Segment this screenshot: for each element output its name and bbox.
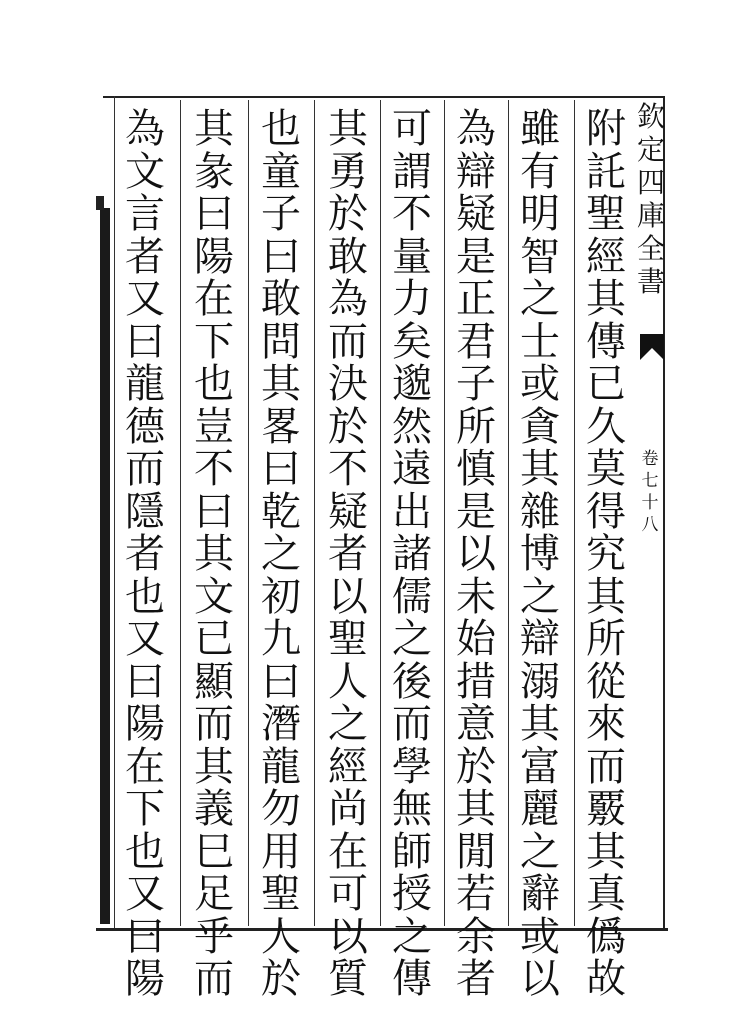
text-char: 未: [456, 573, 496, 620]
text-char: 託: [586, 148, 626, 195]
text-char: 若: [456, 871, 496, 917]
text-char: 不: [328, 446, 368, 492]
text-char: 所: [586, 616, 626, 662]
frame-left-border: [100, 208, 110, 924]
text-char: 授: [392, 871, 432, 917]
text-char: 其: [194, 106, 234, 152]
column-rule: [380, 100, 381, 926]
text-char: 為: [456, 106, 496, 152]
text-char: 而: [194, 956, 234, 1002]
text-char: 其: [520, 446, 560, 492]
text-char: 文: [125, 148, 165, 195]
text-char: 之: [520, 828, 560, 875]
text-char: 童: [261, 148, 301, 195]
text-char: 質: [328, 956, 368, 1002]
text-char: 雖: [520, 106, 560, 152]
text-char: 勿: [261, 786, 301, 832]
text-char: 真: [586, 871, 626, 917]
margin-mark: [96, 196, 104, 210]
text-char: 曰: [125, 913, 165, 960]
text-char: 者: [456, 956, 496, 1002]
text-column: [451, 106, 501, 1002]
text-char: 問: [261, 318, 301, 365]
text-char: 曰: [194, 191, 234, 237]
text-char: 於: [456, 743, 496, 790]
text-char: 巳: [194, 828, 234, 875]
text-char: 尚: [328, 786, 368, 832]
text-char: 貪: [520, 403, 560, 450]
text-char: 慎: [456, 446, 496, 492]
text-char: 來: [586, 701, 626, 747]
text-char: 陽: [125, 701, 165, 747]
text-char: 從: [586, 658, 626, 705]
text-char: 意: [456, 701, 496, 747]
text-char: 之: [392, 913, 432, 960]
text-char: 曰: [261, 233, 301, 280]
text-char: 曰: [261, 658, 301, 705]
text-char: 覈: [586, 786, 626, 832]
text-char: 學: [392, 743, 432, 790]
text-char: 是: [456, 233, 496, 280]
text-char: 子: [456, 361, 496, 407]
text-char: 其: [194, 743, 234, 790]
text-char: 下: [125, 786, 165, 832]
text-char: 其: [586, 573, 626, 620]
text-char: 德: [125, 403, 165, 450]
text-char: 之: [392, 616, 432, 662]
text-char: 乎: [194, 913, 234, 960]
text-char: 言: [125, 191, 165, 237]
text-char: 畧: [261, 403, 301, 450]
text-char: 其: [328, 106, 368, 152]
text-char: 究: [586, 531, 626, 577]
text-char: 人: [261, 913, 301, 960]
text-char: 所: [456, 403, 496, 450]
text-char: 彖: [194, 148, 234, 195]
text-char: 其: [586, 276, 626, 322]
text-char: 於: [328, 191, 368, 237]
text-column: [581, 106, 631, 1002]
text-char: 者: [328, 531, 368, 577]
text-char: 陽: [125, 956, 165, 1002]
text-char: 曰: [125, 658, 165, 705]
text-char: 龍: [261, 743, 301, 790]
text-char: 為: [125, 106, 165, 152]
text-char: 疑: [328, 488, 368, 535]
text-char: 智: [520, 233, 560, 280]
column-rule: [444, 100, 445, 926]
column-rule: [180, 100, 181, 926]
text-char: 君: [456, 318, 496, 365]
text-char: 辯: [456, 148, 496, 195]
text-char: 儒: [392, 573, 432, 620]
text-char: 又: [125, 276, 165, 322]
text-char: 九: [261, 616, 301, 662]
text-char: 或: [520, 913, 560, 960]
text-char: 無: [392, 786, 432, 832]
column-rule: [508, 100, 509, 926]
volume-char: 七: [641, 471, 659, 491]
text-char: 陽: [194, 233, 234, 280]
text-char: 或: [520, 361, 560, 407]
text-column: [323, 106, 373, 1002]
text-char: 疑: [456, 191, 496, 237]
banner-char: 書: [636, 265, 665, 298]
text-char: 傳: [586, 318, 626, 365]
text-char: 可: [392, 106, 432, 152]
text-char: 子: [261, 191, 301, 237]
text-char: 聖: [586, 191, 626, 237]
text-char: 而: [586, 743, 626, 790]
text-char: 而: [125, 446, 165, 492]
text-char: 之: [520, 573, 560, 620]
text-char: 在: [125, 743, 165, 790]
text-char: 溺: [520, 658, 560, 705]
text-char: 僞: [586, 913, 626, 960]
text-char: 敢: [328, 233, 368, 280]
text-char: 可: [328, 871, 368, 917]
volume-char: 卷: [641, 449, 659, 469]
text-char: 之: [328, 701, 368, 747]
text-char: 用: [261, 828, 301, 875]
text-column: [256, 106, 306, 1002]
text-char: 義: [194, 786, 234, 832]
banner-char: 欽: [636, 100, 665, 133]
text-char: 而: [194, 701, 234, 747]
text-char: 其: [194, 531, 234, 577]
text-char: 乾: [261, 488, 301, 535]
text-column: [515, 106, 565, 1002]
text-char: 其: [586, 828, 626, 875]
text-char: 初: [261, 573, 301, 620]
text-char: 於: [261, 956, 301, 1002]
text-char: 久: [586, 403, 626, 450]
text-char: 曰: [261, 446, 301, 492]
text-char: 余: [456, 913, 496, 960]
text-char: 士: [520, 318, 560, 365]
text-char: 是: [456, 488, 496, 535]
column-rule: [574, 100, 575, 926]
column-rule: [248, 100, 249, 926]
text-char: 故: [586, 956, 626, 1002]
text-char: 諸: [392, 531, 432, 577]
text-char: 曰: [125, 318, 165, 365]
text-char: 在: [328, 828, 368, 875]
column-rule: [314, 100, 315, 926]
text-char: 不: [194, 446, 234, 492]
volume-char: 八: [641, 515, 659, 535]
banner-char: 四: [636, 166, 665, 199]
text-char: 經: [586, 233, 626, 280]
text-char: 而: [328, 318, 368, 365]
text-char: 力: [392, 276, 432, 322]
text-char: 以: [328, 573, 368, 620]
text-char: 於: [328, 403, 368, 450]
text-char: 在: [194, 276, 234, 322]
text-char: 豈: [194, 403, 234, 450]
text-char: 出: [392, 488, 432, 535]
text-char: 龍: [125, 361, 165, 407]
text-char: 之: [261, 531, 301, 577]
text-char: 不: [392, 191, 432, 237]
text-char: 富: [520, 743, 560, 790]
text-char: 隱: [125, 488, 165, 535]
text-char: 又: [125, 871, 165, 917]
text-char: 也: [125, 573, 165, 620]
text-char: 為: [328, 276, 368, 322]
text-char: 潛: [261, 701, 301, 747]
text-char: 也: [261, 106, 301, 152]
text-char: 足: [194, 871, 234, 917]
text-char: 其: [520, 701, 560, 747]
text-char: 後: [392, 658, 432, 705]
text-char: 邈: [392, 361, 432, 407]
fish-tail-mark-icon: [640, 334, 664, 360]
banner-char: 定: [636, 133, 665, 166]
text-char: 麗: [520, 786, 560, 832]
text-char: 者: [125, 531, 165, 577]
text-char: 其: [261, 361, 301, 407]
text-char: 以: [456, 531, 496, 577]
text-char: 其: [456, 786, 496, 832]
text-char: 附: [586, 106, 626, 152]
book-title-banner: [636, 100, 666, 360]
text-char: 之: [520, 276, 560, 322]
text-char: 矣: [392, 318, 432, 365]
frame-top-border: [103, 96, 663, 98]
text-char: 而: [392, 701, 432, 747]
text-char: 勇: [328, 148, 368, 195]
text-char: 者: [125, 233, 165, 280]
text-char: 顯: [194, 658, 234, 705]
text-char: 師: [392, 828, 432, 875]
volume-label: [638, 448, 662, 536]
text-char: 始: [456, 616, 496, 662]
text-char: 經: [328, 743, 368, 790]
text-char: 又: [125, 616, 165, 662]
text-char: 閒: [456, 828, 496, 875]
text-char: 莫: [586, 446, 626, 492]
text-char: 雜: [520, 488, 560, 535]
text-char: 辭: [520, 871, 560, 917]
text-char: 人: [328, 658, 368, 705]
text-char: 博: [520, 531, 560, 577]
text-char: 措: [456, 658, 496, 705]
text-char: 文: [194, 573, 234, 620]
text-char: 也: [125, 828, 165, 875]
text-char: 辯: [520, 616, 560, 662]
text-char: 已: [194, 616, 234, 662]
text-char: 量: [392, 233, 432, 280]
volume-char: 十: [641, 493, 659, 513]
text-char: 也: [194, 361, 234, 407]
text-char: 下: [194, 318, 234, 365]
text-char: 聖: [328, 616, 368, 662]
text-char: 已: [586, 361, 626, 407]
text-char: 敢: [261, 276, 301, 322]
text-column: [189, 106, 239, 1002]
text-char: 以: [520, 956, 560, 1002]
text-char: 傳: [392, 956, 432, 1002]
text-char: 聖: [261, 871, 301, 917]
text-char: 曰: [194, 488, 234, 535]
banner-char: 全: [636, 232, 665, 265]
text-char: 決: [328, 361, 368, 407]
text-char: 然: [392, 403, 432, 450]
frame-left-inner-border: [114, 96, 115, 928]
text-char: 謂: [392, 148, 432, 195]
text-char: 遠: [392, 446, 432, 492]
banner-char: 庫: [636, 199, 665, 232]
text-char: 以: [328, 913, 368, 960]
text-column: [120, 106, 170, 1002]
text-char: 正: [456, 276, 496, 322]
text-column: [387, 106, 437, 1002]
text-char: 有: [520, 148, 560, 195]
text-char: 得: [586, 488, 626, 535]
text-char: 明: [520, 191, 560, 237]
